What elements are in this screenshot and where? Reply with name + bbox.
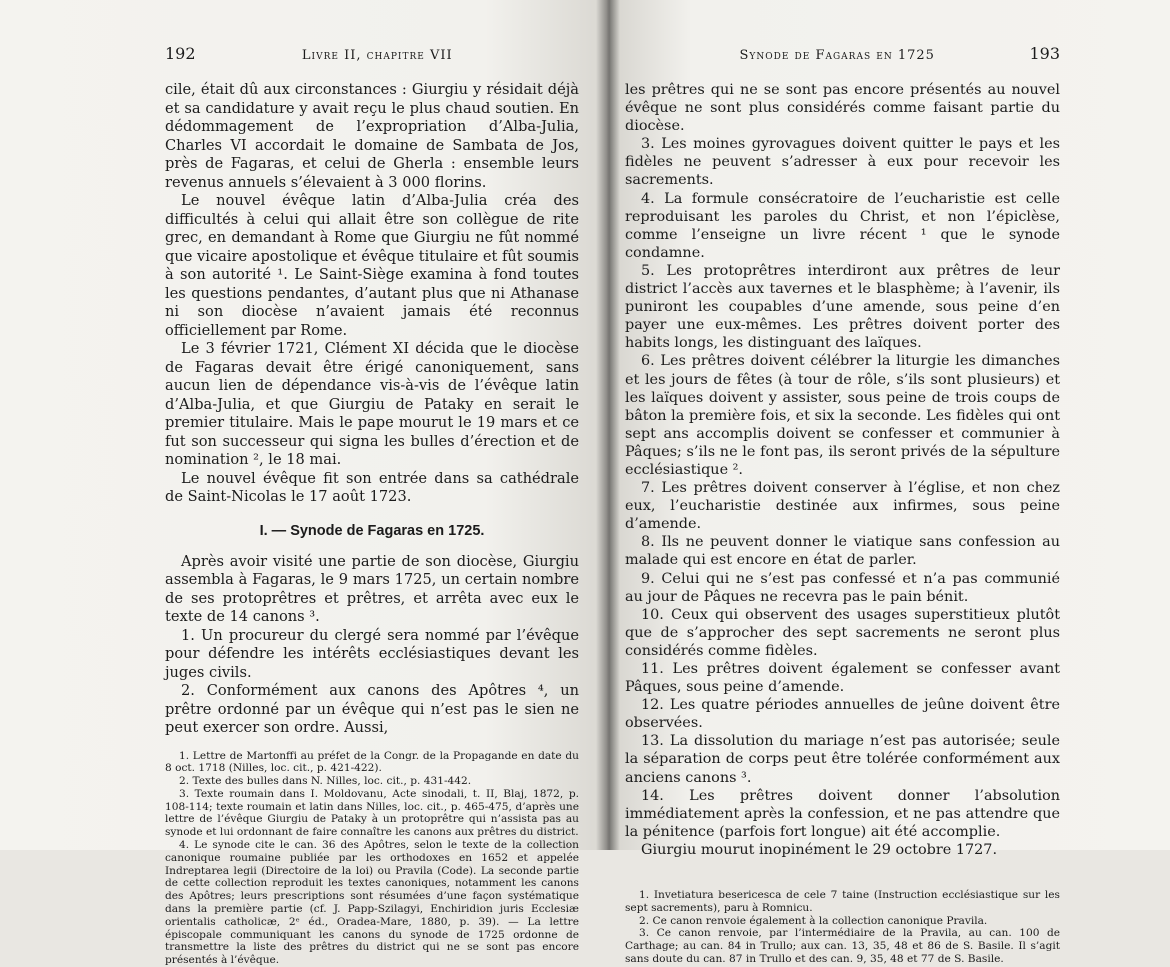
right-page-number: 193: [1029, 44, 1060, 63]
section-heading: I. — Synode de Fagaras en 1725.: [165, 523, 579, 539]
right-running-header: [625, 44, 1060, 63]
footnote: 4. Le synode cite le can. 36 des Apôtres, selon le texte de la collection canonique roumaine publiée par les orthodoxes en 1652 et appelée Indreptarea legii (Directoire de la loi) ou Pravila (Code). La seconde partie de cette collection reproduit les textes canoniques, notamment les canons des Apôtres; leurs prescriptions sont résumées d’une façon systématique dans la première partie (cf. J. Papp-Szilagyi, Enchiridion juris Ecclesiæ orientalis catholicæ, 2ᵉ éd., Oradea-Mare, 1880, p. 39). — La lettre épiscopale communiquant les canons du synode de 1725 ordonne de transmettre la liste des prêtres du district qui ne se sont pas encore présentés à l’évêque.: [165, 839, 579, 967]
footnote: 3. Texte roumain dans I. Moldovanu, Acte sinodali, t. II, Blaj, 1872, p. 108-114; texte roumain et latin dans Nilles, loc. cit., p. 465-475, d’après une lettre de l’évêque Giurgiu de Pataky à un protoprêtre qui n’assista pas au synode et lui ordonnant de faire connaître les canons aux prêtres du district.: [165, 788, 579, 839]
footnote: 1. Lettre de Martonffi au préfet de la Congr. de la Propagande en date du 8 oct. 1718 (Nilles, loc. cit., p. 421-422).: [165, 750, 579, 776]
paragraph: 6. Les prêtres doivent célébrer la liturgie les dimanches et les jours de fêtes (à tour de rôle, s’ils sont plusieurs) et les laïques doivent y assister, sous peine de trois coups de bâton la première fois, et six la seconde. Les fidèles qui ont sept ans accomplis doivent se confesser et communier à Pâques; s’ils ne le font pas, ils seront privés de la sépulture ecclésiastique ².: [625, 352, 1060, 479]
left-running-head: Livre II, chapitre VII: [302, 48, 453, 63]
paragraph: 1. Un procureur du clergé sera nommé par l’évêque pour défendre les intérêts ecclésiastiques devant les juges civils.: [165, 627, 579, 683]
book-gutter-shadow: [596, 0, 620, 850]
paragraph: Après avoir visité une partie de son diocèse, Giurgiu assembla à Fagaras, le 9 mars 1725, un certain nombre de ses protoprêtres et prêtres, et arrêta avec eux le texte de 14 canons ³.: [165, 553, 579, 627]
paragraph: Le 3 février 1721, Clément XI décida que le diocèse de Fagaras devait être érigé canoniquement, sans aucun lien de dépendance vis-à-vis de l’évêque latin d’Alba-Julia, et que Giurgiu de Pataky en serait le premier titulaire. Mais le pape mourut le 19 mars et ce fut son successeur qui signa les bulles d’érection et de nomination ², le 18 mai.: [165, 340, 579, 470]
paragraph: 11. Les prêtres doivent également se confesser avant Pâques, sous peine d’amende.: [625, 660, 1060, 696]
paragraph: 5. Les protoprêtres interdiront aux prêtres de leur district l’accès aux tavernes et le blasphème; à l’avenir, ils puniront les coupables d’une amende, sous peine d’en payer une eux-mêmes. Les prêtres doivent porter des habits longs, les distinguant des laïques.: [625, 262, 1060, 352]
left-body-text: [165, 81, 579, 738]
footnote: 2. Ce canon renvoie également à la collection canonique Pravila.: [625, 915, 1060, 928]
right-footnotes: [625, 889, 1060, 966]
footnote: 1. Invetiatura besericesca de cele 7 taine (Instruction ecclésiastique sur les sept sacrements), paru à Romnicu.: [625, 889, 1060, 915]
right-page: [607, 0, 1170, 850]
paragraph: 7. Les prêtres doivent conserver à l’église, et non chez eux, l’eucharistie destinée aux infirmes, sous peine d’amende.: [625, 479, 1060, 533]
left-page-number: 192: [165, 44, 196, 63]
footnote: 2. Texte des bulles dans N. Nilles, loc. cit., p. 431-442.: [165, 775, 579, 788]
paragraph: cile, était dû aux circonstances : Giurgiu y résidait déjà et sa candidature y avait reçu le plus chaud soutien. En dédommagement de l’expropriation d’Alba-Julia, Charles VI accordait le domaine de Sambata de Jos, près de Fagaras, et celui de Gherla : ensemble leurs revenus annuels s’élevaient à 3 000 florins.: [165, 81, 579, 192]
paragraph: 12. Les quatre périodes annuelles de jeûne doivent être observées.: [625, 696, 1060, 732]
paragraph: 4. La formule consécratoire de l’eucharistie est celle reproduisant les paroles du Christ, et non l’épiclèse, comme l’enseigne un livre récent ¹ que le synode condamne.: [625, 190, 1060, 262]
left-page: [0, 0, 607, 850]
paragraph: 9. Celui qui ne s’est pas confessé et n’a pas communié au jour de Pâques ne recevra pas le pain bénit.: [625, 570, 1060, 606]
paragraph: Giurgiu mourut inopinément le 29 octobre 1727.: [625, 841, 1060, 859]
left-running-header: [165, 44, 579, 63]
footnote: 3. Ce canon renvoie, par l’intermédiaire de la Pravila, au can. 100 de Carthage; au can. 84 in Trullo; aux can. 13, 35, 48 et 86 de S. Basile. Il s’agit sans doute du can. 87 in Trullo et des can. 9, 35, 48 et 77 de S. Basile.: [625, 927, 1060, 965]
paragraph: Le nouvel évêque latin d’Alba-Julia créa des difficultés à celui qui allait être son collègue de rite grec, en demandant à Rome que Giurgiu ne fût nommé que vicaire apostolique et évêque titulaire et fût soumis à son autorité ¹. Le Saint-Siège examina à fond toutes les questions pendantes, d’autant plus que ni Athanase ni son diocèse n’avaient jamais été reconnus officiellement par Rome.: [165, 192, 579, 340]
paragraph: 2. Conformément aux canons des Apôtres ⁴, un prêtre ordonné par un évêque qui n’est pas le sien ne peut exercer son ordre. Aussi,: [165, 682, 579, 738]
paragraph: Le nouvel évêque fit son entrée dans sa cathédrale de Saint-Nicolas le 17 août 1723.: [165, 470, 579, 507]
paragraph: les prêtres qui ne se sont pas encore présentés au nouvel évêque ne sont plus considérés comme faisant partie du diocèse.: [625, 81, 1060, 135]
right-running-head: Synode de Fagaras en 1725: [740, 48, 935, 63]
paragraph: 3. Les moines gyrovagues doivent quitter le pays et les fidèles ne peuvent s’adresser à eux pour recevoir les sacrements.: [625, 135, 1060, 189]
paragraph: 14. Les prêtres doivent donner l’absolution immédiatement après la confession, et ne pas attendre que la pénitence (parfois fort longue) ait été accomplie.: [625, 787, 1060, 841]
left-footnotes: [165, 750, 579, 967]
right-body-text: [625, 81, 1060, 859]
paragraph: 13. La dissolution du mariage n’est pas autorisée; seule la séparation de corps peut être tolérée conformément aux anciens canons ³.: [625, 732, 1060, 786]
paragraph: 10. Ceux qui observent des usages superstitieux plutôt que de s’approcher des sept sacrements ne seront plus considérés comme fidèles.: [625, 606, 1060, 660]
paragraph: 8. Ils ne peuvent donner le viatique sans confession au malade qui est encore en état de parler.: [625, 533, 1060, 569]
